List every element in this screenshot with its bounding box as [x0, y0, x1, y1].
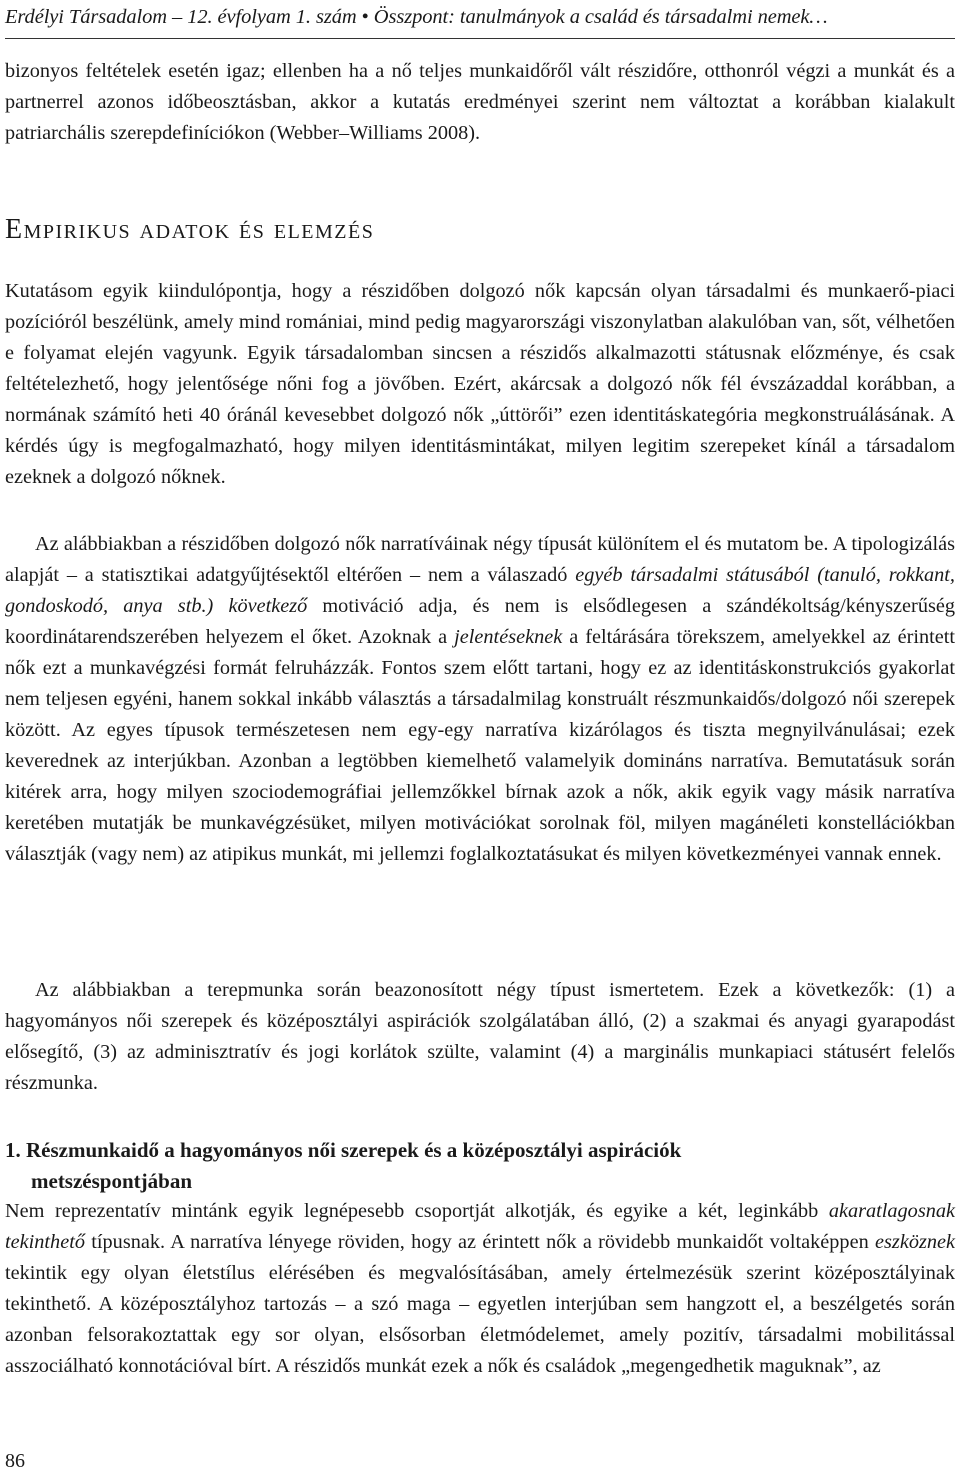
- subsection-title: [5, 1135, 935, 1197]
- final-paragraph-text-b: típusnak. A narratíva lényege röviden, hogy az érintett nők a rövidebb munkaidőt voltaképpen: [84, 1231, 876, 1253]
- paragraph-1: Kutatásom egyik kiindulópontja, hogy a részidőben dolgozó nők kapcsán olyan társadalmi és munkaerő-piaci pozícióról beszélünk, amely mind romániai, mind pedig magyarországi viszonylatban alakulóban van, sőt, vélhetően e folyamat elején vagyunk. Egyik társadalomban sincsen a részidős alkalmazotti státusnak előzménye, és csak feltételezhető, hogy jelentősége nőni fog a jövőben. Ezért, akárcsak a dolgozó nők fél évszázaddal korábban, a normának számító heti 40 óránál kevesebbet dolgozó nők „úttörői” ezen identitáskategória megkonstruálásának. A kérdés úgy is megfogalmazható, hogy milyen identitásmintákat, milyen legitim szerepeket kínál a társadalom ezeknek a dolgozó nőknek.: [5, 280, 955, 488]
- final-paragraph-text-c: tekintik egy olyan életstílus elérésében és megvalósításában, amely értelmezésük szerint középosztályinak tekinthető. A középosztályhoz tartozás – a szó maga – egyetlen interjúban sem hangzott el, a beszélgetés során azonban felsorakoztattak egy sor olyan, elsősorban életmódelemet, amely pozitív, társadalmi mobilitással asszociálható konnotációval bírt. A részidős munkát ezek a nők és családok „megengedhetik maguknak”, az: [5, 1262, 955, 1377]
- paragraph-2-text-c: a feltárására törekszem, amelyekkel az érintett nők ezt a munkavégzési formát felruházzák. Fontos szem előtt tartani, hogy ez az identitáskonstrukciós gyakorlat nem teljesen egyéni, hanem sokkal inkább választás a társadalmilag konstruált részmunkaidős/dolgozó női szerepek között. Az egyes típusok természetesen nem egy-egy narratíva kizárólagos és tiszta megnyilvánulásai; ezek keverednek az interjúkban. Azonban a legtöbben kiemelhető valamelyik domináns narratíva. Bemutatásuk során kitérek arra, hogy milyen szociodemográfiai jellemzőkkel bírnak azok a nők, akik egyik vagy másik narratíva keretében mutatják be munkavégzésüket, milyen motivációkat sorolnak föl, milyen magánéleti konstellációkban választják (vagy nem) az atipikus munkát, mi jellemzi foglalkoztatásukat és milyen következményei vannak ennek.: [5, 626, 956, 865]
- paragraph-3: Az alábbiakban a terepmunka során beazonosított négy típust ismertetem. Ezek a következők: (1) a hagyományos női szerepek és középosztályi aspirációk szolgálatában álló, (2) a szakmai és anyagi gyarapodást elősegítő, (3) az adminisztratív és jogi korlátok szülte, valamint (4) a marginális munkapiaci státusért felelős részmunka.: [5, 979, 955, 1094]
- final-paragraph: [5, 1196, 955, 1382]
- running-header: [5, 2, 955, 32]
- subsection-title-line-2: metszéspontjában: [31, 1169, 192, 1193]
- paragraph-2: [5, 529, 955, 870]
- header-bullet: •: [361, 6, 369, 28]
- paragraph-2-text-a: Az alábbiakban a részidőben dolgozó nők narratíváinak négy típusát különítem el és mutatom be. A tipologizálás alapját – a statisztikai adatgyűjtésektől eltérően – nem a válaszadó: [5, 533, 955, 586]
- final-paragraph-italic-1: akaratlagosnak tekinthető: [5, 1200, 955, 1253]
- section-title: Empirikus adatok és elemzés: [5, 214, 375, 245]
- journal-title: Erdélyi Társadalom – 12. évfolyam 1. szám: [5, 6, 357, 28]
- page-number: 86: [5, 1450, 25, 1472]
- final-paragraph-italic-2: eszköznek: [875, 1231, 955, 1253]
- header-rule: [5, 38, 955, 39]
- paragraph-2-text-b: motiváció adja, és nem is elsődlegesen a szándékoltság/kényszerűség koordinátarendszerében helyezem el őket. Azoknak a: [5, 595, 955, 648]
- paragraph-2-italic-1: egyéb társadalmi státusából (tanuló, rokkant, gondoskodó, anya stb.) következő: [5, 564, 955, 617]
- section-name: Összpont: tanulmányok a család és társadalmi nemek…: [373, 6, 828, 28]
- paragraph-2-italic-2: jelentéseknek: [454, 626, 563, 648]
- subsection-title-line-1: 1. Részmunkaidő a hagyományos női szerepek és a középosztályi aspirációk: [5, 1138, 682, 1162]
- intro-paragraph: bizonyos feltételek esetén igaz; ellenben ha a nő teljes munkaidőről vált részidőre, otthonról végzi a munkát és a partnerrel azonos időbeosztásban, akkor a kutatás eredményei szerint nem változtat a korábban kialakult patriarchális szerepdefiníciókon (Webber–Williams 2008).: [5, 60, 955, 144]
- final-paragraph-text-a: Nem reprezentatív mintánk egyik legnépesebb csoportját alkotják, és egyike a két, leginkább: [5, 1200, 829, 1222]
